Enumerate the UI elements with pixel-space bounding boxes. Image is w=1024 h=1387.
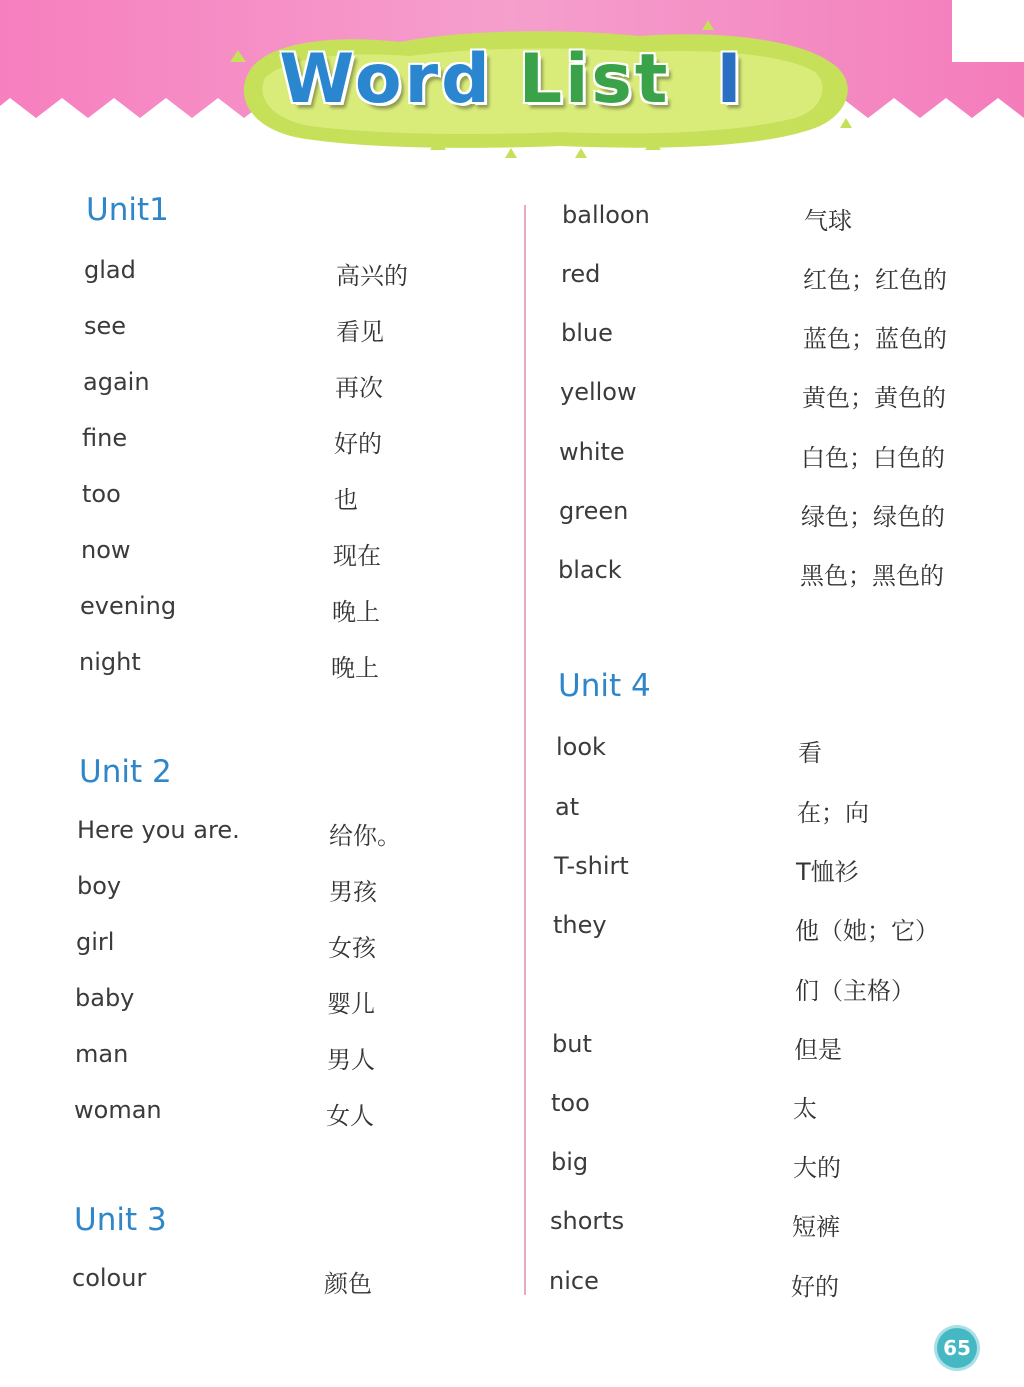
title-numeral: I: [716, 40, 745, 119]
chinese-meaning: 晚上: [331, 654, 379, 682]
english-word: T-shirt: [554, 852, 629, 880]
english-word: glad: [84, 256, 136, 284]
unit4-heading: Unit 4: [558, 668, 651, 704]
chinese-meaning: 白色；白色的: [801, 444, 945, 472]
chinese-meaning: 红色；红色的: [803, 266, 947, 294]
english-word: again: [83, 368, 150, 396]
chinese-meaning: 短裤: [792, 1213, 840, 1241]
english-word: see: [84, 312, 127, 340]
english-word: blue: [561, 319, 613, 347]
english-word: night: [79, 648, 141, 676]
english-word: man: [75, 1040, 129, 1068]
english-word: white: [559, 438, 625, 466]
chinese-meaning: 看: [798, 739, 822, 767]
english-word: too: [82, 480, 121, 508]
chinese-meaning: 但是: [794, 1036, 842, 1064]
chinese-meaning: 绿色；绿色的: [801, 503, 945, 531]
unit2-heading: Unit 2: [79, 754, 172, 790]
english-word: Here you are.: [77, 816, 240, 844]
chinese-meaning: 也: [334, 486, 358, 514]
english-word: evening: [80, 592, 177, 620]
english-word: girl: [76, 928, 115, 956]
green-triangle-7: [505, 148, 517, 158]
chinese-meaning: 黄色；黄色的: [802, 384, 946, 412]
chinese-meaning: 给你。: [329, 822, 401, 850]
english-word: woman: [74, 1096, 162, 1124]
title-word: Word: [279, 40, 493, 119]
english-word: nice: [549, 1267, 599, 1295]
english-word: yellow: [560, 378, 637, 406]
chinese-meaning: 好的: [334, 430, 382, 458]
english-word: black: [558, 556, 622, 584]
title-list: List: [518, 40, 671, 119]
chinese-meaning: 男孩: [329, 878, 377, 906]
chinese-meaning: 在；向: [797, 799, 869, 827]
unit1-heading: Unit1: [86, 192, 169, 228]
english-word: balloon: [562, 201, 650, 229]
english-word: but: [552, 1030, 592, 1058]
english-word: at: [555, 793, 580, 821]
page-title: [0, 40, 1024, 119]
english-word: boy: [77, 872, 122, 900]
unit3-heading: Unit 3: [74, 1202, 167, 1238]
chinese-meaning: 男人: [327, 1046, 375, 1074]
chinese-meaning: 他（她；它）: [795, 917, 939, 945]
chinese-meaning: 大的: [793, 1154, 841, 1182]
column-divider: [524, 205, 526, 1295]
chinese-meaning: T恤衫: [796, 858, 859, 886]
english-word: big: [551, 1148, 589, 1176]
chinese-meaning: 们（主格）: [795, 977, 915, 1005]
english-word: too: [551, 1089, 590, 1117]
chinese-meaning: 女人: [326, 1102, 374, 1130]
chinese-meaning: 看见: [336, 318, 384, 346]
chinese-meaning: 婴儿: [327, 990, 375, 1018]
chinese-meaning: 再次: [335, 374, 383, 402]
chinese-meaning: 蓝色；蓝色的: [803, 325, 947, 353]
chinese-meaning: 气球: [804, 207, 852, 235]
english-word: shorts: [550, 1207, 625, 1235]
chinese-meaning: 颜色: [324, 1270, 372, 1298]
english-word: red: [561, 260, 601, 288]
chinese-meaning: 现在: [333, 542, 381, 570]
english-word: look: [556, 733, 606, 761]
english-word: they: [553, 911, 607, 939]
green-triangle-5: [575, 148, 587, 158]
chinese-meaning: 女孩: [328, 934, 376, 962]
english-word: fine: [82, 424, 128, 452]
page-number-badge: 65: [937, 1328, 977, 1368]
english-word: green: [559, 497, 629, 525]
green-triangle-4: [840, 118, 852, 128]
chinese-meaning: 好的: [791, 1273, 839, 1301]
chinese-meaning: 黑色；黑色的: [800, 562, 944, 590]
english-word: colour: [72, 1264, 147, 1292]
chinese-meaning: 高兴的: [336, 262, 408, 290]
chinese-meaning: 太: [793, 1095, 817, 1123]
english-word: now: [81, 536, 131, 564]
chinese-meaning: 晚上: [332, 598, 380, 626]
english-word: baby: [75, 984, 135, 1012]
